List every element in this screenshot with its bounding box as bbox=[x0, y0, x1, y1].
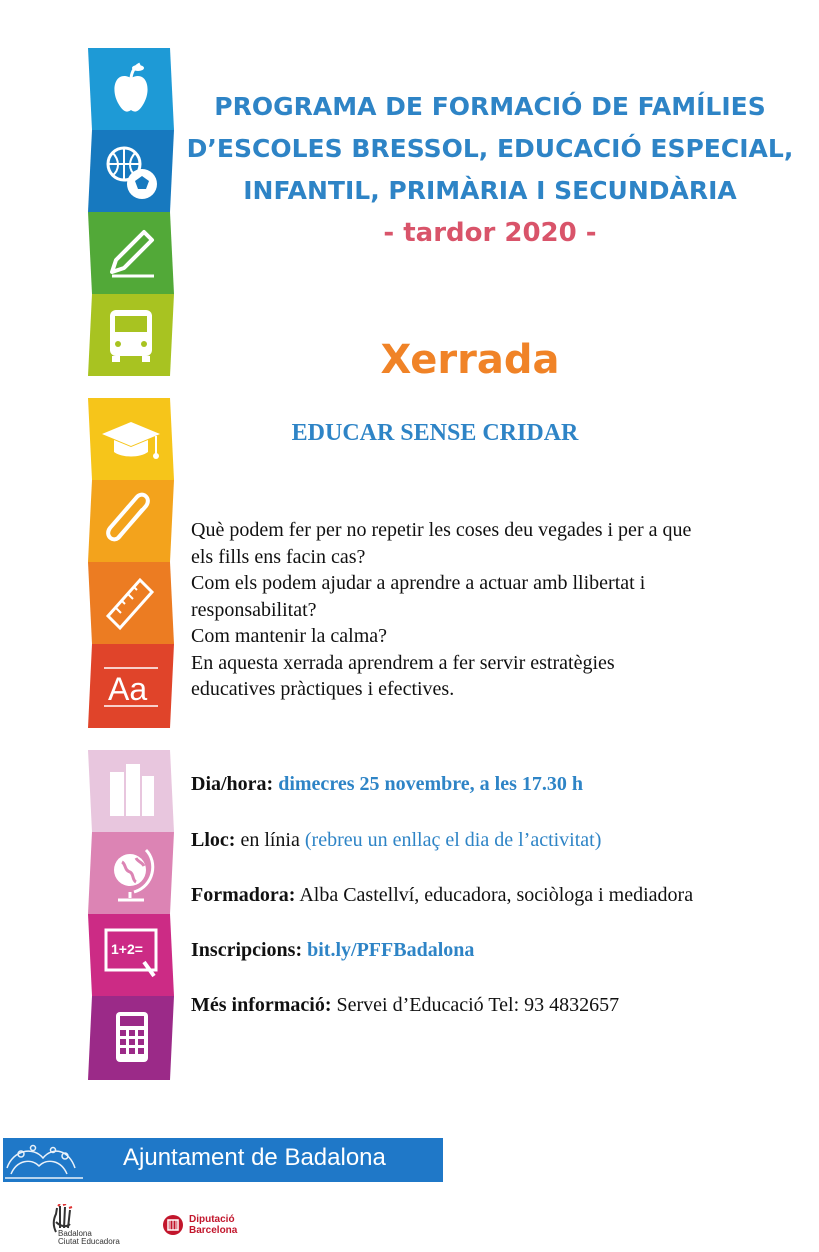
event-type: Xerrada bbox=[380, 337, 560, 383]
title-line-2: D’ESCOLES BRESSOL, EDUCACIÓ ESPECIAL, bbox=[186, 134, 794, 163]
calculator-icon bbox=[88, 996, 174, 1080]
inscripcions-link[interactable]: bit.ly/PFFBadalona bbox=[307, 939, 475, 961]
logo1-line1: Badalona bbox=[58, 1229, 92, 1238]
info-lloc bbox=[191, 829, 601, 852]
formadora-value: Alba Castellví, educadora, sociòloga i mediadora bbox=[299, 884, 694, 906]
description-line: responsabilitat? bbox=[191, 598, 317, 621]
info-inscripcions bbox=[191, 939, 474, 962]
badalona-educadora-logo bbox=[58, 1230, 120, 1246]
banner-text: Ajuntament de Badalona bbox=[123, 1144, 386, 1171]
title-line-1: PROGRAMA DE FORMACIÓ DE FAMÍLIES bbox=[214, 92, 766, 121]
dia-value: dimecres 25 novembre, a les 17.30 h bbox=[278, 773, 584, 795]
paperclip-icon bbox=[88, 480, 174, 562]
lloc-label: Lloc: bbox=[191, 829, 236, 851]
bus-icon bbox=[88, 294, 174, 376]
lloc-value: en línia bbox=[240, 829, 300, 851]
blackboard-icon bbox=[88, 914, 174, 996]
tile-letters bbox=[88, 644, 174, 728]
info-dia-hora bbox=[191, 773, 583, 796]
ajuntament-banner bbox=[3, 1138, 443, 1182]
logo2-line2: Barcelona bbox=[189, 1225, 238, 1236]
event-title: EDUCAR SENSE CRIDAR bbox=[291, 420, 579, 446]
tile-blackboard bbox=[88, 914, 174, 996]
tile-graduation bbox=[88, 398, 174, 480]
tile-globe bbox=[88, 832, 174, 914]
tile-paperclip bbox=[88, 480, 174, 562]
svg-text:Aa: Aa bbox=[108, 671, 148, 707]
tile-books bbox=[88, 750, 174, 832]
title-line-3: INFANTIL, PRIMÀRIA I SECUNDÀRIA bbox=[243, 176, 737, 205]
program-title bbox=[160, 86, 819, 212]
logo1-line2: Ciutat Educadora bbox=[58, 1237, 120, 1246]
graduation-cap-icon bbox=[88, 398, 174, 480]
ajuntament-emblem-icon bbox=[3, 1138, 93, 1182]
description-line: els fills ens facin cas? bbox=[191, 545, 366, 568]
letters-icon bbox=[88, 644, 174, 728]
tile-ruler bbox=[88, 562, 174, 644]
info-mes-informacio bbox=[191, 994, 619, 1017]
description-line: Com els podem ajudar a aprendre a actuar amb llibertat i bbox=[191, 572, 646, 594]
description-line: Què podem fer per no repetir les coses deu vegades i per a que bbox=[191, 519, 692, 541]
formadora-label: Formadora: bbox=[191, 884, 296, 906]
description-line: En aquesta xerrada aprendrem a fer servir estratègies bbox=[191, 651, 615, 674]
lloc-note: (rebreu un enllaç el dia de l’activitat) bbox=[304, 829, 602, 851]
tile-calculator bbox=[88, 996, 174, 1080]
globe-icon bbox=[88, 832, 174, 914]
logo2-line1: Diputació bbox=[189, 1214, 235, 1225]
info-formadora bbox=[191, 884, 693, 907]
description-line: Com mantenir la calma? bbox=[191, 625, 388, 647]
inscripcions-label: Inscripcions: bbox=[191, 939, 303, 961]
books-icon bbox=[88, 750, 174, 832]
diputacio-seal-icon bbox=[162, 1214, 184, 1236]
mes-info-value: Servei d’Educació Tel: 93 4832657 bbox=[336, 994, 620, 1016]
event-description bbox=[191, 517, 771, 703]
diputacio-logo bbox=[189, 1214, 237, 1236]
season-label: - tardor 2020 - bbox=[383, 218, 597, 248]
tile-bus bbox=[88, 294, 174, 376]
mes-info-label: Més informació: bbox=[191, 994, 332, 1016]
description-line: educatives pràctiques i efectives. bbox=[191, 678, 455, 700]
ruler-icon bbox=[88, 562, 174, 644]
dia-label: Dia/hora: bbox=[191, 773, 274, 795]
svg-text:1+2=: 1+2= bbox=[111, 941, 143, 957]
